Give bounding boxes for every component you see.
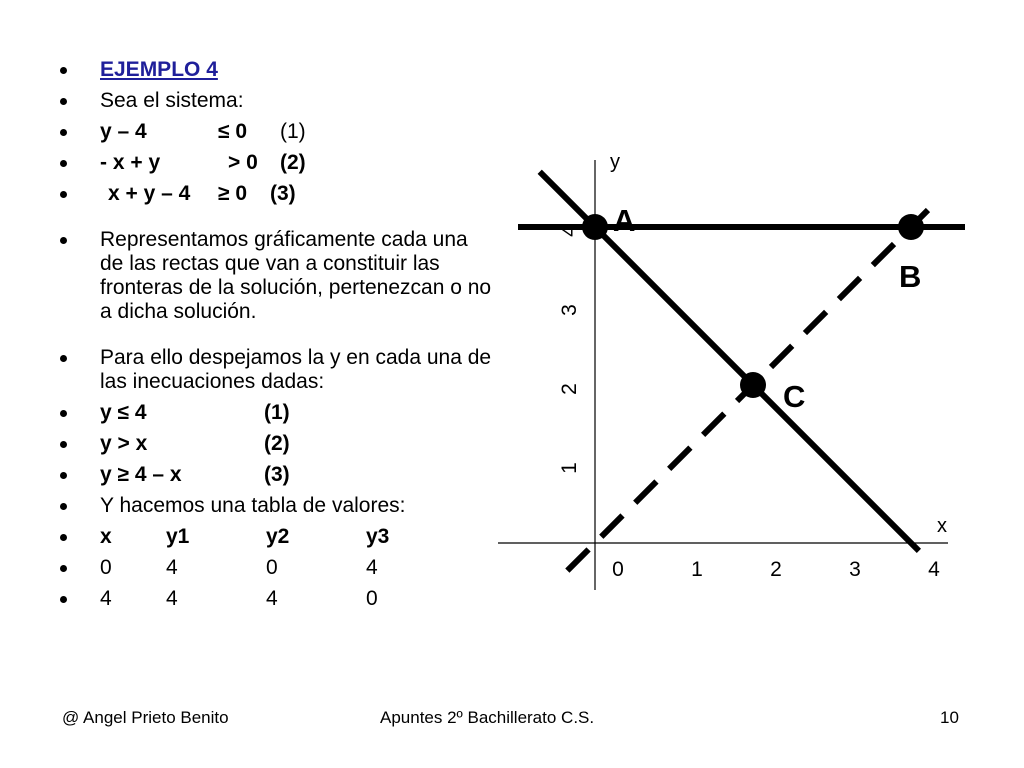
table-header-cell: y2 xyxy=(266,525,290,548)
solved-tag: (3) xyxy=(264,463,290,486)
intro-text: Sea el sistema: xyxy=(100,89,244,112)
solved-tag: (1) xyxy=(264,401,290,424)
inequality-tag: (3) xyxy=(270,182,296,205)
table-intro: Y hacemos una tabla de valores: xyxy=(100,494,406,517)
x-tick-label: 1 xyxy=(691,558,703,581)
paragraph-graph: Representamos gráficamente cada una de las rectas que van a constituir las fronteras de la solución, pertenezcan o no a dicha solución. xyxy=(100,228,492,323)
inequality-tag: (1) xyxy=(280,120,306,143)
footer-course: Apuntes 2º Bachillerato C.S. xyxy=(380,708,595,727)
point-label-a: A xyxy=(613,203,636,238)
table-header-cell: y3 xyxy=(366,525,390,548)
point-b xyxy=(898,214,924,240)
x-tick-label: 3 xyxy=(849,558,861,581)
table-cell: 4 xyxy=(166,587,178,610)
footer-page-number: 10 xyxy=(940,708,959,727)
table-cell: 0 xyxy=(366,587,378,610)
x-tick-label: 4 xyxy=(928,558,940,581)
x-tick-label: 2 xyxy=(770,558,782,581)
y-tick-label: 1 xyxy=(558,462,581,474)
table-cell: 4 xyxy=(366,556,378,579)
x-axis-label: x xyxy=(937,515,947,537)
table-cell: 0 xyxy=(266,556,278,579)
table-cell: 0 xyxy=(100,556,112,579)
y-axis-label: y xyxy=(610,151,620,173)
inequality-rhs: ≥ 0 xyxy=(218,182,248,205)
paragraph-solve: Para ello despejamos la y en cada una de las inecuaciones dadas: xyxy=(100,346,492,393)
point-label-c: C xyxy=(783,379,806,414)
inequality-rhs: > 0 xyxy=(228,151,258,174)
inequality-lhs: y – 4 xyxy=(100,120,147,143)
slide-title: EJEMPLO 4 xyxy=(100,58,218,81)
x-tick-label: 0 xyxy=(612,558,624,581)
table-cell: 4 xyxy=(166,556,178,579)
point-a xyxy=(582,214,608,240)
solved-lhs: y ≥ 4 – x xyxy=(100,463,182,486)
y-tick-label: 2 xyxy=(558,383,581,395)
footer-author: @ Angel Prieto Benito xyxy=(62,708,229,727)
inequality-lhs: - x + y xyxy=(100,151,161,174)
point-c xyxy=(740,372,766,398)
table-header-cell: y1 xyxy=(166,525,190,548)
inequality-lhs: x + y – 4 xyxy=(108,182,191,205)
table-header-cell: x xyxy=(100,525,112,548)
graph-layer xyxy=(498,151,965,590)
solved-tag: (2) xyxy=(264,432,290,455)
point-label-b: B xyxy=(899,259,922,294)
table-cell: 4 xyxy=(100,587,112,610)
solved-lhs: y ≤ 4 xyxy=(100,401,147,424)
y-tick-label: 4 xyxy=(558,225,581,237)
inequality-rhs: ≤ 0 xyxy=(218,120,248,143)
y-tick-label: 3 xyxy=(558,304,581,316)
inequality-tag: (2) xyxy=(280,151,306,174)
solved-lhs: y > x xyxy=(100,432,148,455)
table-cell: 4 xyxy=(266,587,278,610)
